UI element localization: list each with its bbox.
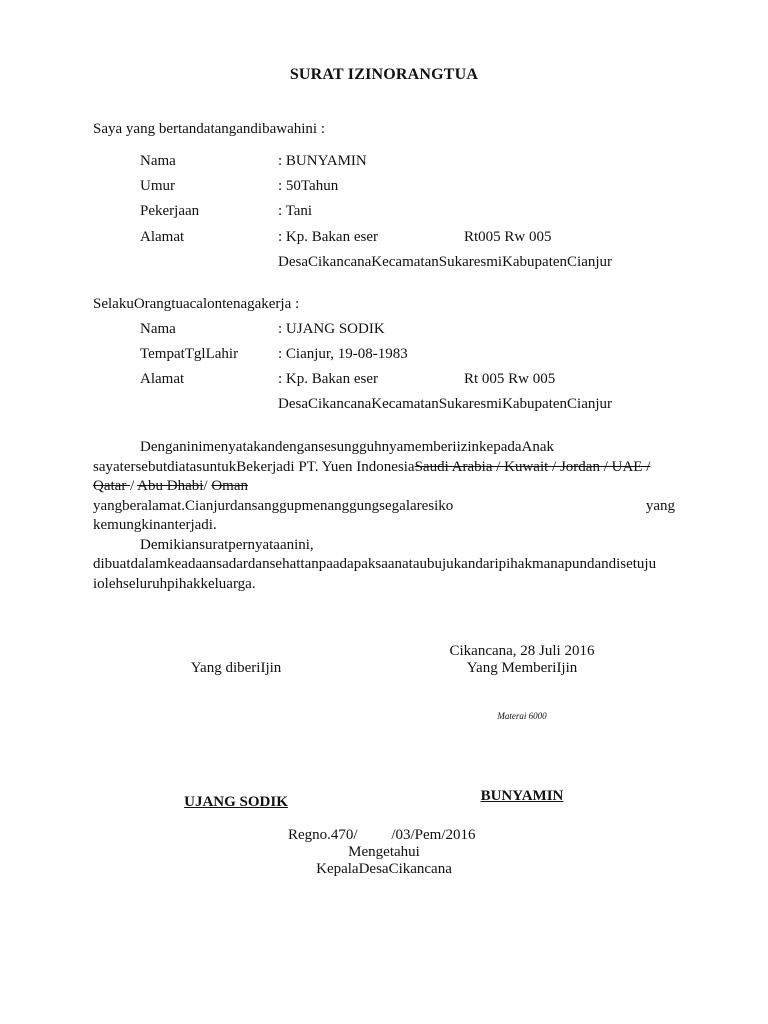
parent-alamat-value: : Kp. Bakan eser (278, 229, 378, 245)
statement-line-7: dibuatdalamkeadaansadardansehattanpaadapaksaanataubujukandaripihakmanapundandisetuju (93, 556, 657, 572)
child-ttl-value: : Cianjur, 19-08-1983 (278, 346, 408, 362)
parent-pekerjaan-label: Pekerjaan (140, 203, 200, 219)
struck-qatar: Qatar (93, 478, 131, 494)
struck-destinations: Saudi Arabia / Kuwait / Jordan / UAE / (414, 458, 651, 475)
struck-oman: Oman (211, 478, 248, 494)
village-head-label: KepalaDesaCikancana (316, 861, 452, 877)
parent-alamat-rtrw: Rt005 Rw 005 (464, 229, 552, 245)
statement-line-3 (93, 477, 675, 497)
document-title: SURAT IZINORANGTUA (289, 66, 479, 83)
separator-2: / (203, 478, 212, 494)
child-alamat-value: : Kp. Bakan eser (278, 371, 378, 387)
statement-line-6: Demikiansuratpernyataanini, (140, 536, 314, 553)
left-caption: Yang diberiIjin (190, 660, 282, 676)
child-nama-value: : UJANG SODIK (278, 321, 385, 337)
statement-paragraph (93, 438, 675, 594)
mengetahui-label: Mengetahui (348, 844, 420, 860)
parent-nama-label: Nama (140, 153, 176, 169)
statement-line-4: yangberalamat.Cianjurdansanggupmenanggungsegalaresiko yang (93, 497, 675, 514)
right-caption: Yang MemberiIjin (466, 660, 578, 676)
statement-line-1: DenganinimenyatakandengansesungguhnyamemberiizinkepadaAnak (140, 439, 555, 455)
parent-umur-value: : 50Tahun (278, 178, 339, 194)
registration-number: Regno.470/ /03/Pem/2016 (288, 827, 476, 843)
child-alamat-label: Alamat (140, 371, 185, 387)
parent-alamat-line2: DesaCikancanaKecamatanSukaresmiKabupatenCianjur (278, 254, 613, 270)
parent-alamat-label: Alamat (140, 229, 185, 245)
left-signatory-name: UJANG SODIK (184, 794, 288, 810)
child-nama-label: Nama (140, 321, 176, 337)
materai-label: Materai 6000 (497, 711, 547, 721)
separator-1: / (130, 478, 138, 494)
parent-nama-value: : BUNYAMIN (278, 153, 367, 169)
statement-line-5: kemungkinanterjadi. (93, 517, 217, 533)
intro-text: Saya yang bertandatangandibawahini : (93, 121, 326, 137)
role-line: SelakuOrangtuacalontenagakerja : (93, 296, 300, 312)
child-ttl-label: TempatTglLahir (140, 346, 239, 362)
place-date: Cikancana, 28 Juli 2016 (449, 643, 595, 659)
parent-umur-label: Umur (140, 178, 175, 194)
child-alamat-line2: DesaCikancanaKecamatanSukaresmiKabupatenCianjur (278, 396, 613, 412)
right-signatory-name: BUNYAMIN (480, 788, 564, 804)
statement-line-8: iolehseluruhpihakkeluarga. (93, 575, 256, 592)
statement-line-2 (93, 458, 675, 478)
parent-pekerjaan-value: : Tani (278, 203, 313, 219)
struck-abu-dhabi: Abu Dhabi (137, 478, 204, 494)
child-alamat-rtrw: Rt 005 Rw 005 (464, 371, 556, 387)
statement-line-2-text: sayatersebutdiatasuntukBekerjadi PT. Yuen Indonesia (93, 458, 415, 475)
